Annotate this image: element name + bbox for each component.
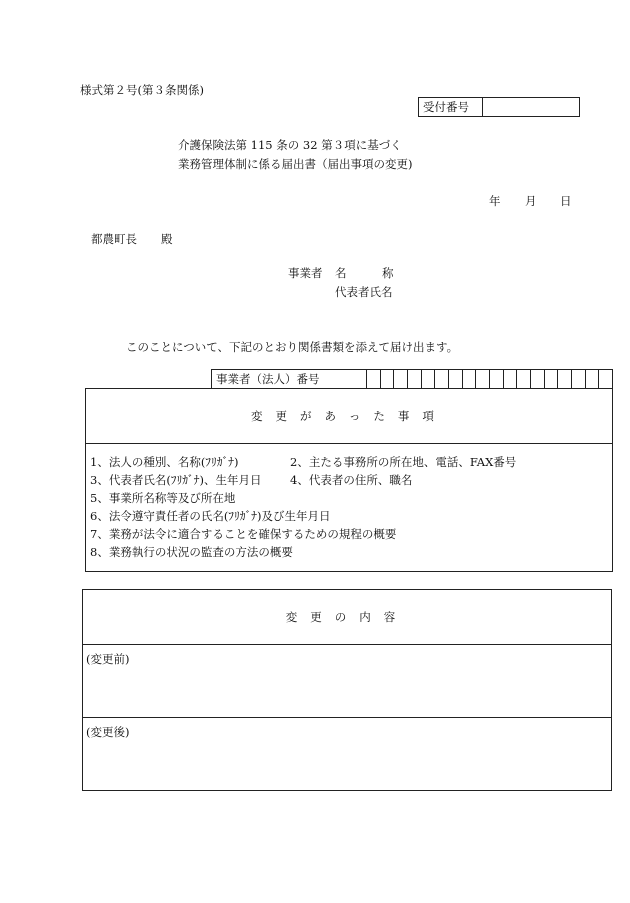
before-change-field[interactable] (83, 645, 611, 718)
representative-name-label: 代表者氏名 (335, 285, 393, 299)
item-left[interactable]: 6、法令遵守責任者の氏名(ﾌﾘｶﾞﾅ)及び生年月日 (90, 509, 331, 523)
business-number-cell[interactable] (545, 370, 559, 388)
item-left[interactable]: 5、事業所名称等及び所在地 (90, 491, 236, 505)
before-change-label: (変更前) (86, 652, 130, 666)
changed-items-list (86, 444, 612, 561)
form-number: 様式第２号(第３条関係) (80, 83, 204, 97)
document-title-line-1: 介護保険法第 115 条の 32 第３項に基づく (178, 138, 402, 152)
business-number-cell[interactable] (381, 370, 395, 388)
date-year-label: 年 (489, 194, 501, 208)
item-left[interactable]: 1、法人の種別、名称(ﾌﾘｶﾞﾅ) (90, 455, 239, 469)
applicant-name-label-2: 称 (382, 266, 394, 280)
after-change-label: (変更後) (86, 725, 130, 739)
business-number-cell[interactable] (504, 370, 518, 388)
changed-items-table (85, 388, 613, 572)
business-number-cell[interactable] (449, 370, 463, 388)
changed-items-heading: 変更があった事項 (86, 389, 612, 444)
list-item (90, 507, 612, 525)
list-item (90, 471, 612, 489)
item-left[interactable]: 3、代表者氏名(ﾌﾘｶﾞﾅ)、生年月日 (90, 473, 262, 487)
business-number-cell[interactable] (463, 370, 477, 388)
item-left[interactable]: 7、業務が法令に適合することを確保するための規程の概要 (90, 527, 397, 541)
business-number-row (211, 369, 613, 388)
reception-number-box (418, 97, 580, 117)
business-number-cell[interactable] (572, 370, 586, 388)
item-right[interactable]: 4、代表者の住所、職名 (290, 473, 413, 487)
business-number-cell[interactable] (435, 370, 449, 388)
change-content-heading: 変更の内容 (83, 590, 611, 645)
business-number-cell[interactable] (476, 370, 490, 388)
notice-text: このことについて、下記のとおり関係書類を添えて届け出ます。 (126, 340, 459, 354)
list-item (90, 453, 612, 471)
after-change-field[interactable] (83, 718, 611, 790)
reception-number-label: 受付番号 (419, 98, 483, 116)
applicant-role-label: 事業者 (288, 266, 323, 280)
reception-number-field[interactable] (483, 98, 579, 116)
business-number-cell[interactable] (517, 370, 531, 388)
business-number-cell[interactable] (531, 370, 545, 388)
business-number-cell[interactable] (586, 370, 600, 388)
applicant-name-label: 名 (335, 266, 347, 280)
item-right[interactable]: 2、主たる事務所の所在地、電話、FAX番号 (290, 455, 517, 469)
business-number-cell[interactable] (422, 370, 436, 388)
list-item (90, 525, 612, 543)
list-item (90, 543, 612, 561)
change-content-table (82, 589, 612, 791)
addressee-name: 都農町長 (91, 232, 137, 246)
item-left[interactable]: 8、業務執行の状況の監査の方法の概要 (90, 545, 293, 559)
document-title-line-2: 業務管理体制に係る届出書（届出事項の変更) (178, 157, 413, 171)
business-number-cell[interactable] (367, 370, 381, 388)
business-number-cell[interactable] (599, 370, 612, 388)
date-day-label: 日 (560, 194, 572, 208)
business-number-cell[interactable] (490, 370, 504, 388)
date-month-label: 月 (525, 194, 537, 208)
list-item (90, 489, 612, 507)
addressee-honorific: 殿 (161, 232, 173, 246)
business-number-cell[interactable] (558, 370, 572, 388)
business-number-cell[interactable] (394, 370, 408, 388)
business-number-cell[interactable] (408, 370, 422, 388)
business-number-label: 事業者（法人）番号 (212, 370, 367, 388)
